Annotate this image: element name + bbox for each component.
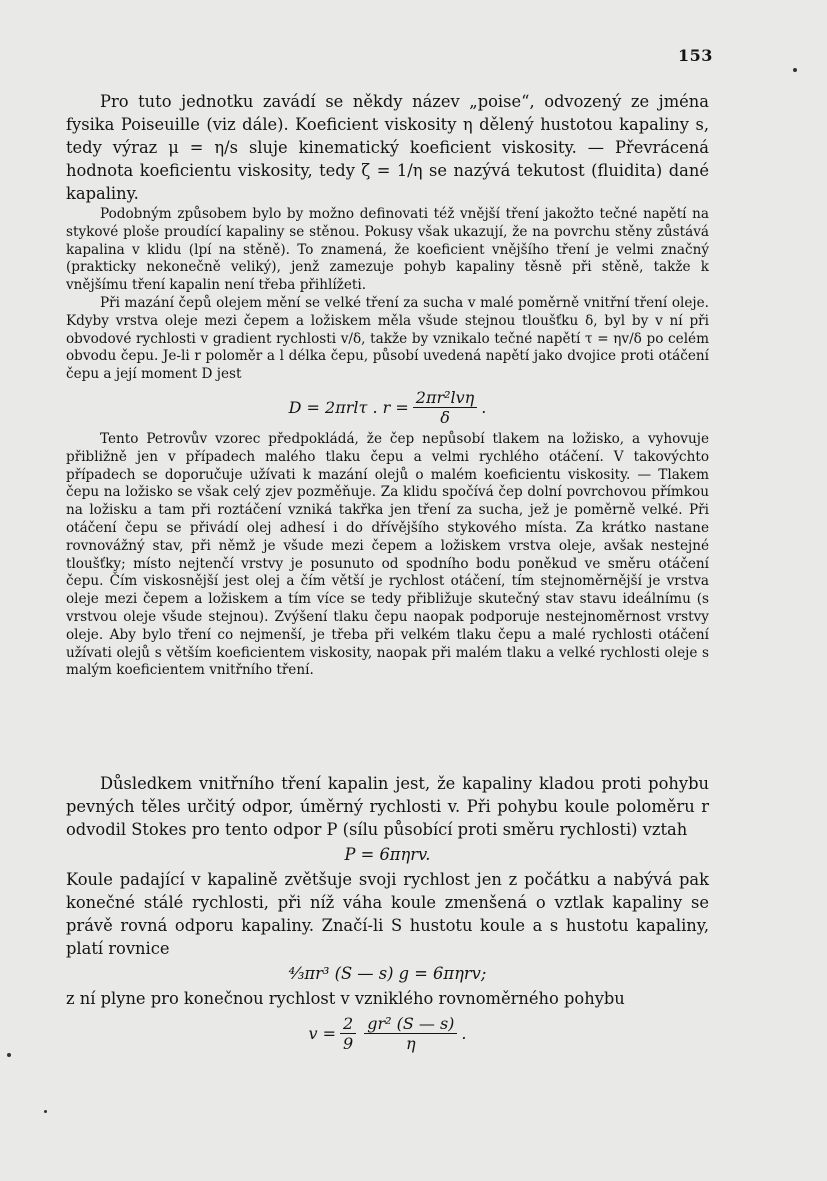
equation-petrov-denominator: δ bbox=[440, 407, 450, 427]
page-number: 153 bbox=[678, 46, 713, 65]
equation-tv-numerator-1: 2 bbox=[340, 1014, 356, 1034]
equation-tv-end: . bbox=[461, 1024, 467, 1043]
paragraph-terminal-velocity: z ní plyne pro konečnou rychlost v vzniklého rovnoměrného pohybu bbox=[66, 989, 625, 1008]
paragraph-falling-sphere: Koule padající v kapalině zvětšuje svoji rychlost jen z počátku a nabývá pak konečné stálé rychlosti, při níž váha koule zmenšená o vztlak kapaliny se právě rovná odporu kapaliny. Značí-li S hustotu koule a s hustotu kapaliny, platí rovnice bbox=[66, 870, 709, 958]
equation-terminal-velocity bbox=[66, 1014, 709, 1053]
scan-speck bbox=[793, 68, 797, 72]
equation-petrov-left: D = 2πrlτ . r = bbox=[288, 397, 409, 417]
scan-speck bbox=[44, 1110, 47, 1113]
intro-section bbox=[66, 90, 709, 205]
paragraph-external-friction: Podobným způsobem bylo by možno definovati též vnější tření jakožto tečné napětí na stykové ploše proudící kapaliny se stěnou. Pokusy však ukazují, že na povrchu stěny zůstává kapalina v klidu (lpí na stěně). To znamená, že koeficient vnějšího tření je velmi značný (prakticky nekonečně veliký), jenž zamezuje pohyb kapaliny těsně při stěně, takže k vnějšímu tření kapalin není třeba přihlížeti. bbox=[66, 206, 709, 294]
equation-tv-numerator-2: gr² (S — s) bbox=[364, 1014, 457, 1034]
stokes-section bbox=[66, 772, 709, 1057]
bearing-section bbox=[66, 206, 709, 680]
equation-tv-left: v = bbox=[308, 1024, 337, 1043]
equation-tv-fraction-2 bbox=[364, 1014, 457, 1053]
paragraph-lubrication: Při mazání čepů olejem mění se velké tření za sucha v malé poměrně vnitřní tření oleje. Kdyby vrstva oleje mezi čepem a ložiskem měla všude stejnou tloušťku δ, byl by v ní při obvodové rychlosti v gradient rychlosti v/δ, takže by vznikalo tečné napětí τ = ηv/δ po celém obvodu čepu. Je-li r poloměr a l délka čepu, působí uvedená napětí jako dvojice proti otáčení čepu a její moment D jest bbox=[66, 294, 709, 383]
equation-balance: ⁴⁄₃πr³ (S — s) g = 6πηrv; bbox=[288, 964, 487, 983]
equation-tv-fraction-1 bbox=[340, 1014, 356, 1053]
equation-stokes: P = 6πηrv. bbox=[344, 845, 431, 864]
equation-petrov-fraction bbox=[413, 388, 478, 427]
paragraph-petrov: Tento Petrovův vzorec předpokládá, že čep nepůsobí tlakem na ložisko, a vyhovuje přibližně jen v případech malého tlaku čepu a velmi rychlého otáčení. V takovýchto případech se doporučuje užívati k mazání olejů o malém koeficientu viskosity. — Tlakem čepu na ložisko se však celý zjev pozměňuje. Za klidu spočívá čep dolní povrchovou přímkou na ložisku a tam při roztáčení vzniká takřka jen tření za sucha, jež je poměrně velké. Při otáčení čepu se přivádí olej adhesí i do dřívějšího stykového místa. Za krátko nastane rovnovážný stav, při němž je všude mezi čepem a ložiskem vrstva oleje, avšak nestejné tloušťky; místo nejtenčí vrstvy je posunuto od spodního bodu poněkud ve směru otáčení čepu. Čím viskosnější jest olej a čím větší je rychlost otáčení, tím stejnoměrnější je vrstva oleje mezi čepem a ložiskem a tím více se tedy přibližuje skutečný stav stavu ideálnímu (s vrstvou oleje všude stejnou). Zvýšení tlaku čepu naopak podporuje nestejnoměrnost vrstvy oleje. Aby bylo tření co nejmenší, je třeba při velkém tlaku čepu a malé rychlosti otáčení užívati olejů s větším koeficientem viskosity, naopak při malém tlaku a velké rychlosti oleje s malým koeficientem vnitřního tření. bbox=[66, 430, 709, 679]
equation-petrov-end: . bbox=[481, 397, 487, 417]
equation-tv-denominator-1: 9 bbox=[343, 1034, 354, 1053]
equation-petrov-numerator: 2πr²lvη bbox=[413, 388, 478, 408]
equation-petrov bbox=[66, 388, 709, 427]
paragraph-poise: Pro tuto jednotku zavádí se někdy název „poise“, odvozený ze jména fysika Poiseuille (viz dále). Koeficient viskosity η dělený hustotou kapaliny s, tedy výraz μ = η/s sluje kinematický koeficient viskosity. — Převrácená hodnota koeficientu viskosity, tedy ζ = 1/η se nazývá tekutost (fluidita) dané kapaliny. bbox=[66, 92, 709, 203]
equation-tv-denominator-2: η bbox=[406, 1034, 416, 1053]
scan-speck bbox=[7, 1053, 11, 1057]
paragraph-stokes: Důsledkem vnitřního tření kapalin jest, že kapaliny kladou proti pohybu pevných těles určitý odpor, úměrný rychlosti v. Při pohybu koule poloměru r odvodil Stokes pro tento odpor P (sílu působící proti směru rychlosti) vztah bbox=[66, 774, 709, 839]
